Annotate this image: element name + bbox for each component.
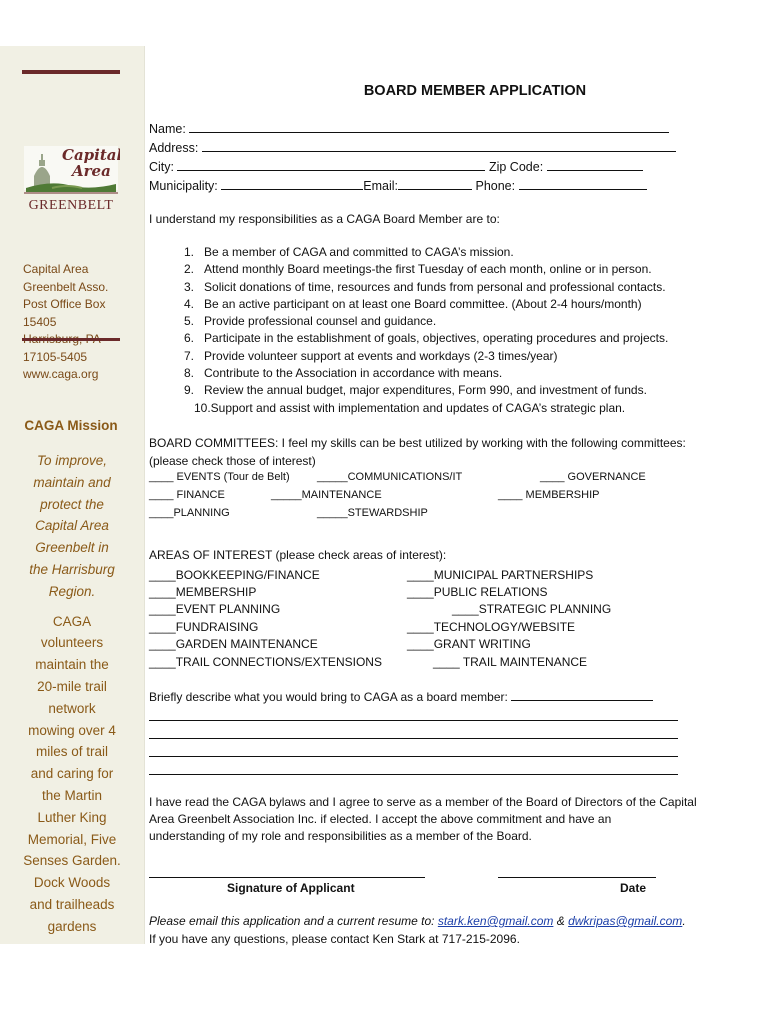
address-block — [23, 261, 141, 384]
list-item: 10.Support and assist with implementation and updates of CAGA’s strategic plan. — [194, 401, 626, 415]
name-row — [149, 121, 669, 136]
describe-line[interactable] — [149, 709, 678, 724]
address-label: Address: — [149, 141, 199, 155]
list-item: 3. Solicit donations of time, resources and funds from personal and professional contacts. — [183, 279, 666, 294]
committee-stewardship[interactable]: _____STEWARDSHIP — [317, 507, 428, 519]
caga-logo — [22, 140, 120, 216]
interest-trail-connections[interactable]: ____TRAIL CONNECTIONS/EXTENSIONS — [149, 655, 382, 669]
contact-line: If you have any questions, please contact Ken Stark at 717-215-2096. — [149, 932, 520, 946]
email-instructions: Please email this application and a current resume to: — [149, 914, 435, 928]
mission-line: volunteers — [40, 635, 104, 651]
address-line: Capital Area — [23, 262, 89, 276]
email-link-stark[interactable]: stark.ken@gmail.com — [437, 914, 554, 928]
committee-governance[interactable]: ____ GOVERNANCE — [540, 471, 646, 483]
phone-field[interactable] — [519, 178, 647, 190]
ampersand: & — [556, 914, 565, 928]
email-field[interactable] — [398, 178, 472, 190]
committee-events[interactable]: ____ EVENTS (Tour de Belt) — [149, 471, 290, 483]
mission-line: mowing over 4 — [28, 722, 116, 738]
website-link[interactable]: www.caga.org — [23, 367, 99, 381]
address-field[interactable] — [202, 140, 676, 152]
municipality-field[interactable] — [221, 178, 363, 190]
describe-row — [149, 689, 653, 704]
responsibilities-intro: I understand my responsibilities as a CAGA Board Member are to: — [149, 212, 500, 226]
agreement-line: understanding of my role and responsibilities as a member of the Board. — [149, 829, 532, 843]
mission-line: and caring for — [30, 766, 114, 782]
period: . — [682, 914, 686, 928]
address-line: 15405 — [23, 314, 57, 329]
municipality-row — [149, 178, 647, 193]
mission-line: maintain the — [35, 657, 109, 673]
agreement-line: Area Greenbelt Association Inc. if elected. I accept the above commitment and have an — [149, 812, 612, 826]
list-item: 6. Participate in the establishment of goals, objectives, operating procedures and projects. — [183, 331, 669, 346]
phone-label: Phone: — [475, 179, 516, 193]
committees-heading: BOARD COMMITTEES: I feel my skills can be best utilized by working with the following committees: — [149, 436, 686, 450]
municipality-label: Municipality: — [149, 179, 218, 193]
svg-text:Capital: Capital — [62, 146, 120, 164]
sidebar-mid-divider — [22, 338, 120, 341]
list-item: 4. Be an active participant on at least one Board committee. (About 2-4 hours/month) — [183, 296, 642, 311]
date-label: Date — [620, 881, 647, 895]
describe-label: Briefly describe what you would bring to CAGA as a board member: — [149, 690, 508, 704]
committee-finance[interactable]: ____ FINANCE — [149, 489, 225, 501]
sidebar-top-divider — [22, 70, 120, 74]
list-item: 1. Be a member of CAGA and committed to CAGA’s mission. — [183, 245, 514, 259]
date-field[interactable] — [498, 866, 656, 881]
interest-municipal[interactable]: ____MUNICIPAL PARTNERSHIPS — [407, 568, 594, 582]
mission-line: Senses Garden. — [23, 853, 121, 869]
committee-maintenance[interactable]: _____MAINTENANCE — [271, 489, 382, 501]
address-line: Post Office Box — [23, 297, 106, 311]
list-item: 8. Contribute to the Association in accordance with means. — [183, 366, 503, 381]
signature-label: Signature of Applicant — [227, 881, 355, 895]
mission-line: Greenbelt in — [35, 540, 109, 556]
email-link-kripas[interactable]: dwkripas@gmail.com — [568, 914, 683, 928]
mission-line: To improve, — [36, 453, 108, 468]
city-row — [149, 159, 643, 174]
committee-membership[interactable]: ____ MEMBERSHIP — [498, 489, 600, 501]
capitol-dome-icon — [22, 140, 120, 216]
mission-line: miles of trail — [35, 744, 108, 760]
address-row — [149, 140, 676, 155]
svg-text:GREENBELT: GREENBELT — [28, 198, 114, 213]
agreement-line: I have read the CAGA bylaws and I agree to serve as a member of the Board of Directors of the Capital — [149, 795, 697, 809]
name-field[interactable] — [189, 121, 669, 133]
interest-heading: AREAS OF INTEREST (please check areas of interest): — [149, 548, 447, 562]
interest-strategic-planning[interactable]: ____STRATEGIC PLANNING — [452, 602, 612, 616]
interest-event-planning[interactable]: ____EVENT PLANNING — [149, 602, 281, 616]
list-item: 5. Provide professional counsel and guidance. — [183, 314, 437, 329]
mission-line: Dock Woods — [33, 875, 111, 891]
interest-public-relations[interactable]: ____PUBLIC RELATIONS — [407, 585, 548, 599]
interest-grant-writing[interactable]: ____GRANT WRITING — [407, 637, 531, 651]
responsibilities-list — [149, 244, 668, 400]
mission-line: CAGA — [52, 613, 92, 629]
svg-text:Area: Area — [72, 162, 111, 180]
list-item: 2. Attend monthly Board meetings-the first Tuesday of each month, online or in person. — [183, 262, 652, 277]
mission-line: the Martin — [41, 787, 103, 803]
city-field[interactable] — [177, 159, 485, 171]
zip-label: Zip Code: — [488, 160, 544, 174]
mission-line: maintain and — [33, 474, 111, 490]
page-title: BOARD MEMBER APPLICATION — [363, 83, 587, 99]
committees-subheading: (please check those of interest) — [149, 454, 316, 468]
address-line: Greenbelt Asso. — [23, 279, 109, 294]
mission-line: network — [48, 700, 96, 716]
mission-text — [8, 450, 136, 938]
interest-technology[interactable]: ____TECHNOLOGY/WEBSITE — [407, 620, 576, 634]
list-item: 7. Provide volunteer support at events and workdays (2-3 times/year) — [183, 348, 558, 363]
describe-line[interactable] — [149, 745, 678, 760]
list-item: 9. Review the annual budget, major expenditures, Form 990, and investment of funds. — [183, 383, 647, 398]
city-label: City: — [149, 160, 174, 174]
sidebar — [0, 46, 145, 944]
mission-line: the Harrisburg — [29, 561, 115, 577]
describe-line[interactable] — [149, 763, 678, 778]
zip-field[interactable] — [547, 159, 643, 171]
mission-line: Region. — [48, 583, 96, 599]
describe-line[interactable] — [149, 727, 678, 742]
mission-line: and trailheads — [29, 896, 115, 912]
mission-line: Memorial, Five — [27, 831, 117, 847]
interest-trail-maintenance[interactable]: ____ TRAIL MAINTENANCE — [433, 655, 588, 669]
address-line: 17105-5405 — [23, 349, 88, 364]
interest-membership[interactable]: ____MEMBERSHIP — [149, 585, 257, 599]
interest-garden-maintenance[interactable]: ____GARDEN MAINTENANCE — [149, 637, 318, 651]
mission-line: gardens — [47, 918, 97, 934]
mission-line: protect the — [40, 496, 104, 512]
interest-fundraising[interactable]: ____FUNDRAISING — [149, 620, 259, 634]
mission-line: 20-mile trail — [37, 678, 107, 694]
mission-line: Luther King — [37, 809, 107, 825]
name-label: Name: — [149, 122, 186, 136]
signature-field[interactable] — [149, 866, 425, 881]
committee-planning[interactable]: ____PLANNING — [149, 507, 230, 519]
email-label: Email: — [363, 179, 398, 193]
email-instructions-row — [149, 914, 686, 928]
committee-communications[interactable]: _____COMMUNICATIONS/IT — [317, 471, 463, 483]
mission-title: CAGA Mission — [24, 418, 118, 433]
mission-line: Capital Area — [35, 518, 109, 534]
describe-field-start[interactable] — [511, 689, 653, 701]
interest-bookkeeping[interactable]: ____BOOKKEEPING/FINANCE — [149, 568, 320, 582]
